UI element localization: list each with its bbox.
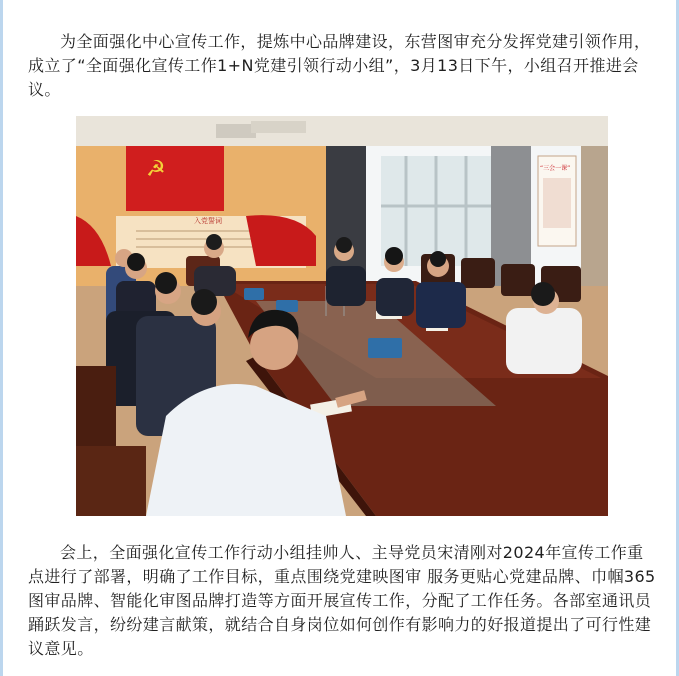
wall-sign-text: 入党誓词 (194, 217, 222, 225)
svg-text:☭: ☭ (146, 157, 166, 182)
poster-text: “三会一课” (540, 165, 571, 172)
article-paragraph-intro: 为全面强化中心宣传工作，提炼中心品牌建设，东营图审充分发挥党建引领作用，成立了“全面强化宣传工作1+N党建引领行动小组”，3月13日下午，小组召开推进会议。 (28, 32, 651, 99)
meeting-photo (76, 116, 608, 516)
article-paragraph-details: 会上，全面强化宣传工作行动小组挂帅人、主导党员宋清刚对2024年宣传工作重点进行了部署，明确了工作目标，重点围绕党建映图审 服务更贴心党建品牌、巾帼365图审品牌、智能化审图品牌打造等方面开展宣传工作，分配了工作任务。各部室通讯员踊跃发言，纷纷建言献策，就结合自身岗位如何创作有影响力的好报道提出了可行性建议意见。 (28, 543, 656, 658)
